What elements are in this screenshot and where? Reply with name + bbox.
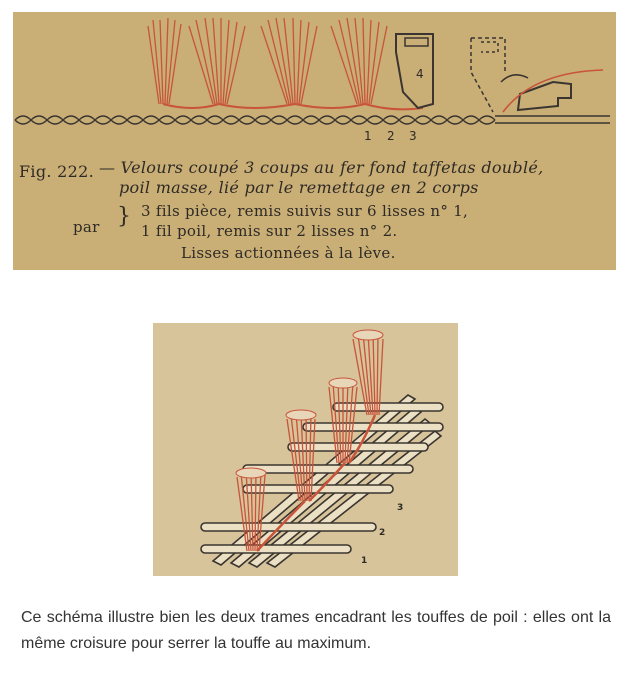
tuft-weave-illustration — [153, 323, 458, 576]
iron-number-label: 4 — [416, 67, 424, 81]
caption-line-1: — Velours coupé 3 coups au fer fond taffetas doublé, — [99, 158, 544, 177]
caption-line-4: 1 fil poil, remis sur 2 lisses n° 2. — [141, 222, 398, 240]
caption-line-5: Lisses actionnées à la lève. — [181, 244, 396, 262]
pick-label-3: 3 — [409, 129, 417, 143]
weft-label-2: 2 — [379, 528, 386, 538]
caption-line-3: 3 fils pièce, remis suivis sur 6 lisses n° 1, — [141, 202, 469, 220]
figure-label: Fig. 222. — [19, 162, 94, 181]
body-paragraph: Ce schéma illustre bien les deux trames encadrant les touffes de poil : elles ont la même croisure pour serrer la touffe au maximum. — [21, 609, 611, 652]
caption-line-2: poil masse, lié par le remettage en 2 corps — [119, 178, 479, 197]
par-label: par — [73, 218, 100, 236]
brace-glyph: } — [117, 204, 132, 229]
pick-label-1: 1 — [364, 129, 372, 143]
figure-222-scan — [13, 12, 616, 270]
weft-label-3: 3 — [397, 503, 404, 513]
pick-label-2: 2 — [387, 129, 395, 143]
tuft-weave-drawing — [153, 323, 458, 576]
weft-label-1: 1 — [361, 556, 368, 566]
